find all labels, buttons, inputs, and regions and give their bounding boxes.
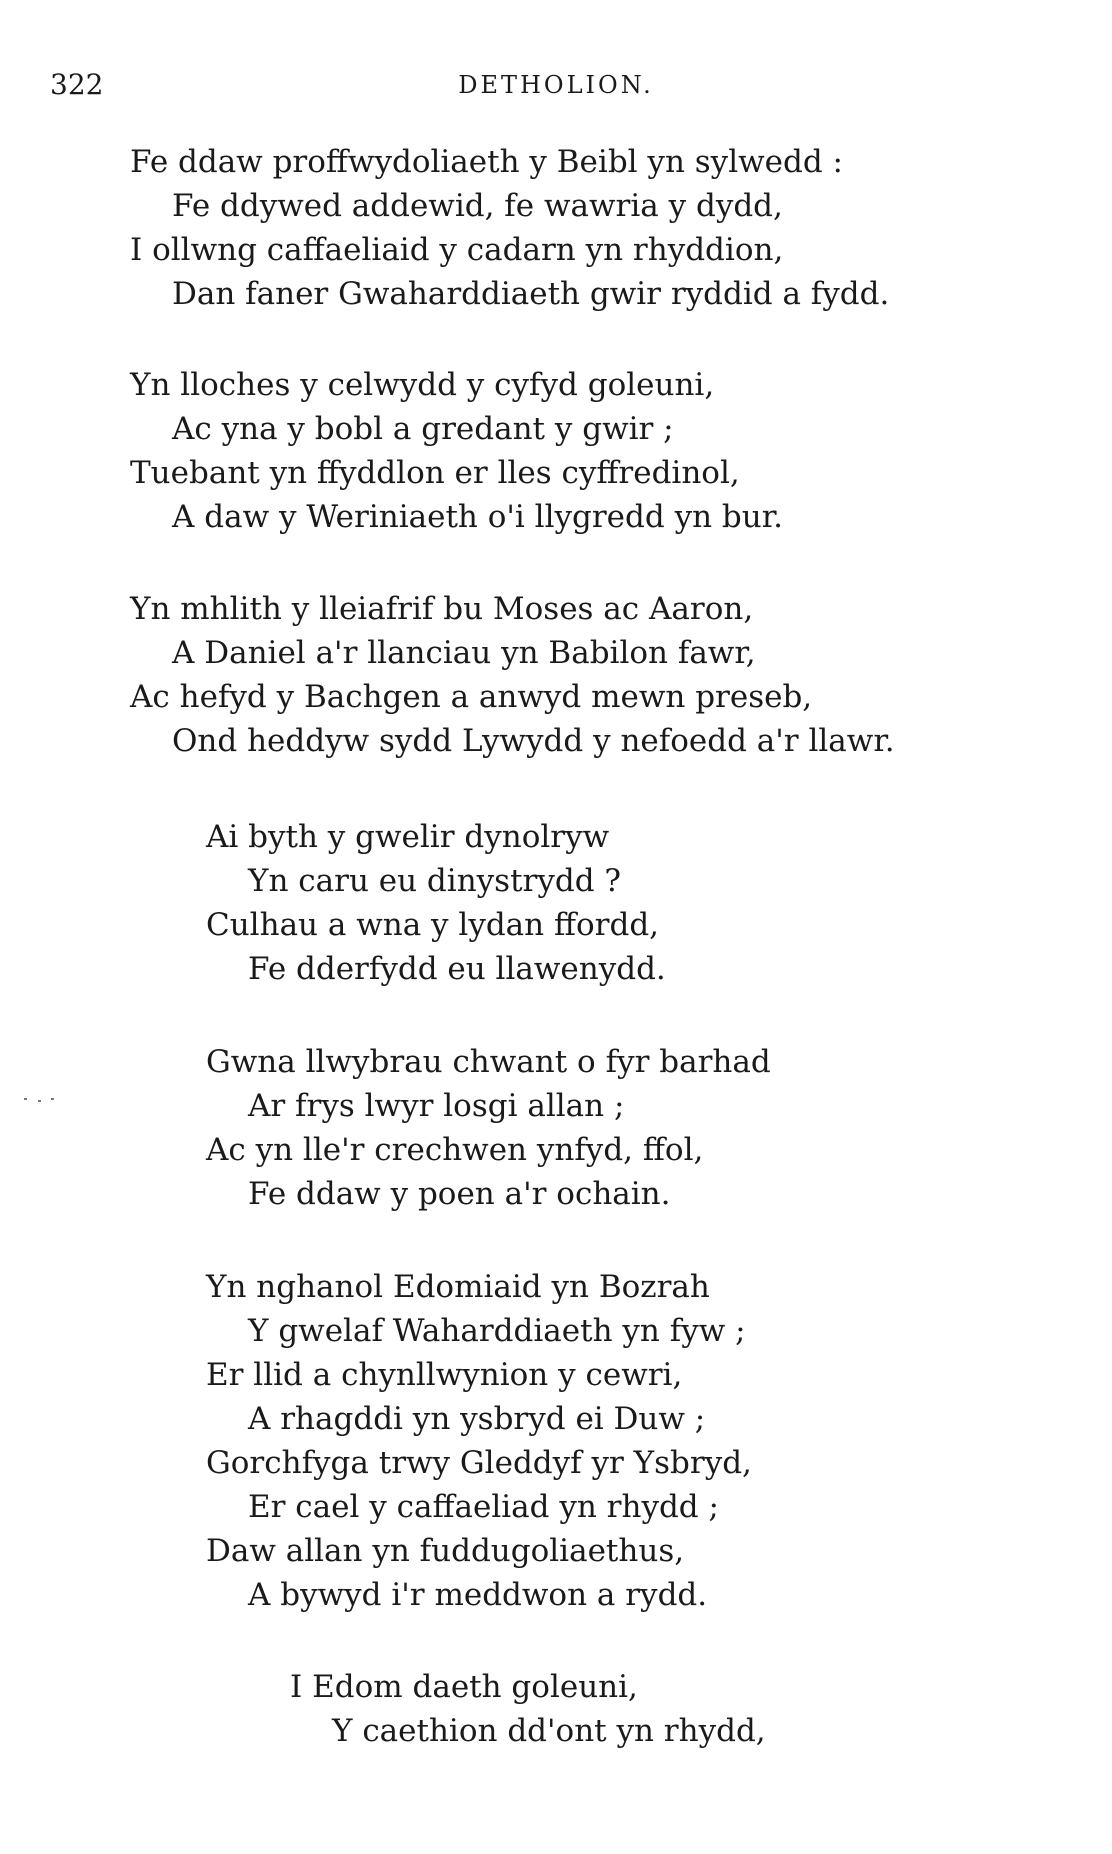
poem-line: Culhau a wna y lydan ffordd, xyxy=(206,907,660,943)
poem-line: Ac yn lle'r crechwen ynfyd, ffol, xyxy=(206,1132,704,1168)
poem-line: Fe ddywed addewid, fe wawria y dydd, xyxy=(172,188,783,224)
stanza xyxy=(290,1665,766,1753)
poem-line: Er cael y caffaeliad yn rhydd ; xyxy=(248,1489,719,1525)
poem-line: A daw y Weriniaeth o'i llygredd yn bur. xyxy=(172,499,783,535)
poem-line: A rhagddi yn ysbryd ei Duw ; xyxy=(248,1401,706,1437)
poem-line: I ollwng caffaeliaid y cadarn yn rhyddion, xyxy=(130,232,784,268)
stanza xyxy=(130,363,783,539)
poem-line: Er llid a chynllwynion y cewri, xyxy=(206,1357,683,1393)
poem-line: Ac yna y bobl a gredant y gwir ; xyxy=(172,411,674,447)
stanza xyxy=(206,1265,752,1617)
poem-line: Ond heddyw sydd Lywydd y nefoedd a'r llawr. xyxy=(172,723,895,759)
poem-line: Tuebant yn ffyddlon er lles cyffredinol, xyxy=(130,455,740,491)
poem-line: Ac hefyd y Bachgen a anwyd mewn preseb, xyxy=(130,679,813,715)
poem-line: Yn mhlith y lleiafrif bu Moses ac Aaron, xyxy=(130,591,754,627)
poem-line: Ar frys lwyr losgi allan ; xyxy=(248,1088,625,1124)
poem-line: Yn nghanol Edomiaid yn Bozrah xyxy=(206,1269,710,1305)
poem-line: Yn lloches y celwydd y cyfyd goleuni, xyxy=(130,367,715,403)
poem-line: Fe ddaw y poen a'r ochain. xyxy=(248,1176,671,1212)
poem-line: Y gwelaf Waharddiaeth yn fyw ; xyxy=(248,1313,746,1349)
running-title: DETHOLION. xyxy=(458,71,654,99)
stanza xyxy=(206,815,666,991)
poem-line: Daw allan yn fuddugoliaethus, xyxy=(206,1533,685,1569)
poem-line: I Edom daeth goleuni, xyxy=(290,1669,638,1705)
stanza xyxy=(130,587,895,763)
poem-line: Ai byth y gwelir dynolryw xyxy=(206,819,610,855)
page-number: 322 xyxy=(50,68,104,101)
poem-line: Fe dderfydd eu llawenydd. xyxy=(248,951,666,987)
poem-line: Gwna llwybrau chwant o fyr barhad xyxy=(206,1044,771,1080)
poem-line: A Daniel a'r llanciau yn Babilon fawr, xyxy=(172,635,756,671)
stanza xyxy=(130,140,889,316)
poem-line: Fe ddaw proffwydoliaeth y Beibl yn sylwedd : xyxy=(130,144,843,180)
poem-line: A bywyd i'r meddwon a rydd. xyxy=(248,1577,708,1613)
poem-line: Y caethion dd'ont yn rhydd, xyxy=(332,1713,766,1749)
poem-line: Gorchfyga trwy Gleddyf yr Ysbryd, xyxy=(206,1445,752,1481)
paper-speck xyxy=(24,1098,58,1104)
poem-line: Dan faner Gwaharddiaeth gwir ryddid a fydd. xyxy=(172,276,890,312)
stanza xyxy=(206,1040,771,1216)
poem-line: Yn caru eu dinystrydd ? xyxy=(248,863,622,899)
